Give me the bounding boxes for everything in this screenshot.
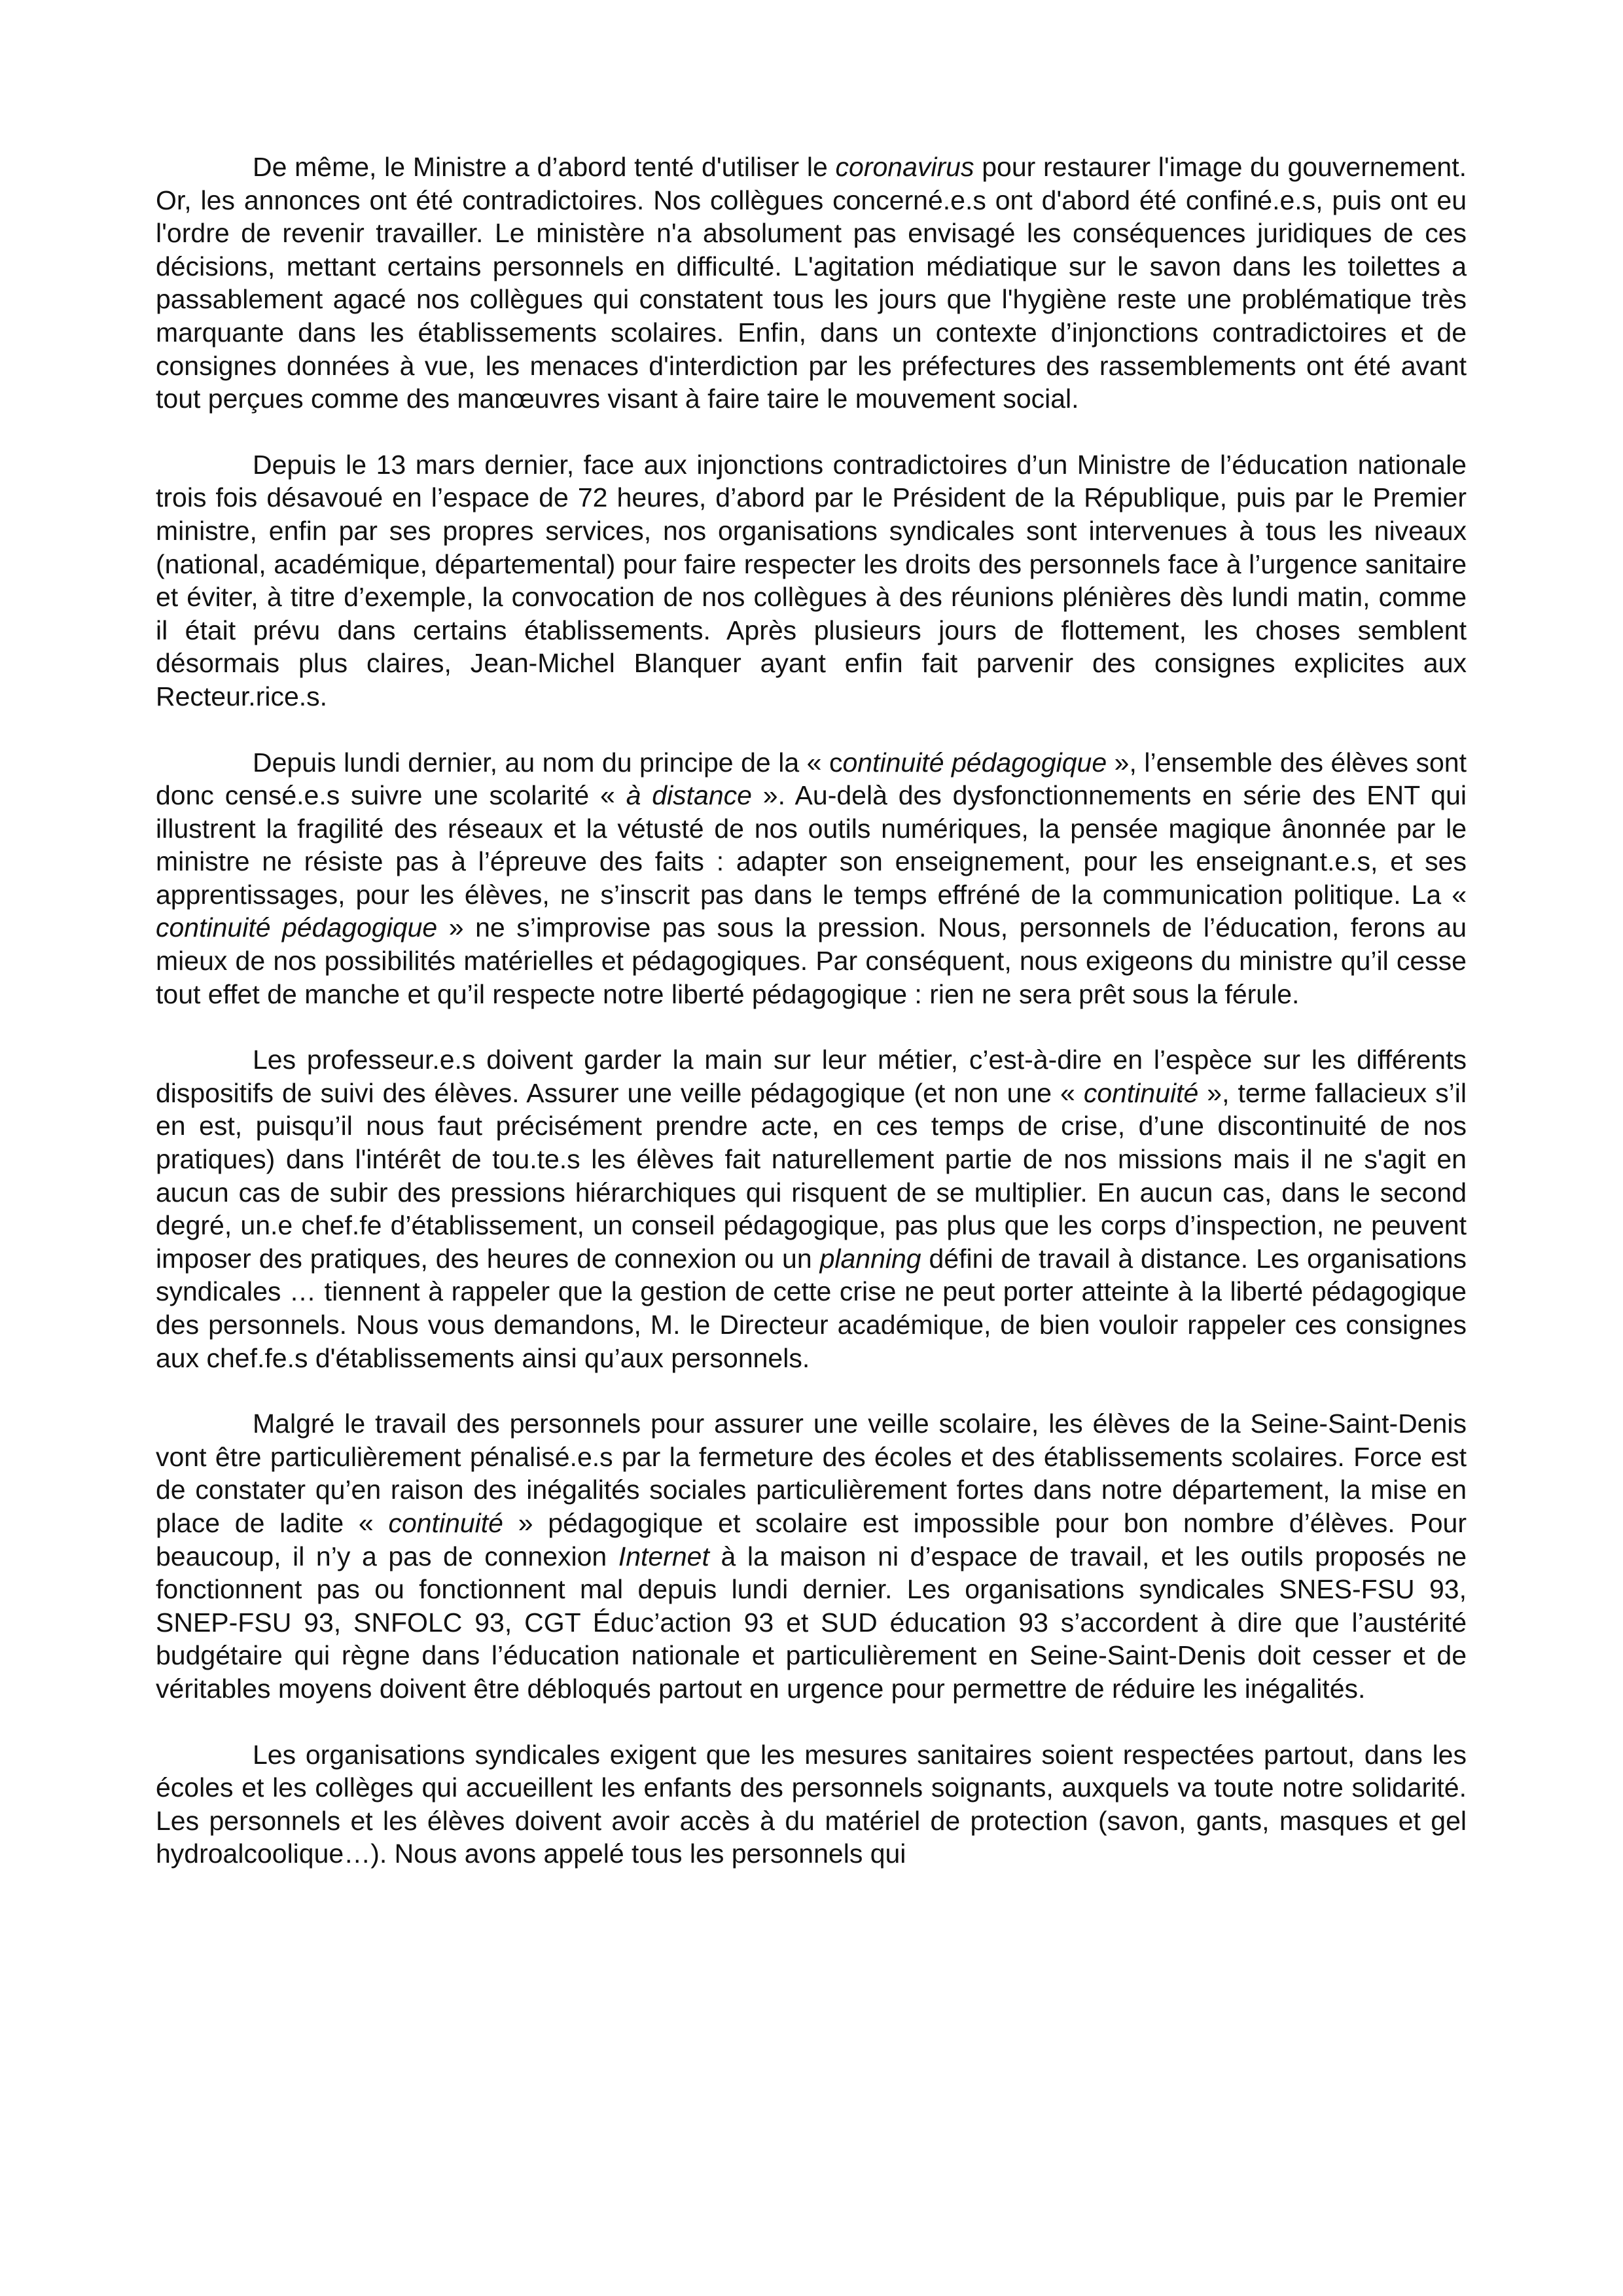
text-run: ». Au-delà des dysfonctionnements en série des ENT qui illustrent la fragilité des réseaux et la vétusté de nos outils numériques, la pensée magique ânonnée par le ministre ne résiste pas à l’épreuve des faits : adapter son enseignement, pour les enseignant.e.s, et ses apprentissages, pour les élèves, ne s’inscrit pas dans le temps effréné de la communication politique. La « (156, 780, 1467, 910)
text-run: Malgré le travail des personnels pour assurer une veille scolaire, les élèves de la Seine-Saint-Denis vont être particulièrement pénalisé.e.s par la fermeture des écoles et des établissements scolaires. Force est de constater qu’en raison des inégalités sociales particulièrement fortes dans notre département, la mise en place de ladite « (156, 1408, 1467, 1538)
paragraph (156, 448, 1467, 713)
italic-text: Internet (618, 1541, 709, 1571)
italic-text: continuité (388, 1507, 503, 1538)
text-run: », l’ensemble des élèves sont donc censé.e.s suivre une scolarité « (156, 747, 1467, 811)
text-run: Depuis lundi dernier, au nom du principe de la « c (253, 747, 843, 778)
italic-text: continuité pédagogique (156, 912, 438, 943)
text-run: Depuis le 13 mars dernier, face aux injonctions contradictoires d’un Ministre de l’éducation nationale trois fois désavoué en l’espace de 72 heures, d’abord par le Président de la République, puis par le Premier ministre, enfin par ses propres services, nos organisations syndicales sont intervenues à tous les niveaux (national, académique, départemental) pour faire respecter les droits des personnels face à l’urgence sanitaire et éviter, à titre d’exemple, la convocation de nos collègues à des réunions plénières dès lundi matin, comme il était prévu dans certains établissements. Après plusieurs jours de flottement, les choses semblent désormais plus claires, Jean-Michel Blanquer ayant enfin fait parvenir des consignes explicites aux Recteur.rice.s. (156, 449, 1467, 711)
italic-text: coronavirus (835, 152, 974, 182)
document-page (156, 151, 1467, 1871)
italic-text: continuité (1083, 1077, 1199, 1108)
paragraph (156, 1407, 1467, 1705)
italic-text: planning (819, 1243, 921, 1274)
text-run: défini de travail à distance. Les organisations syndicales … tiennent à rappeler que la gestion de cette crise ne peut porter atteinte à la liberté pédagogique des personnels. Nous vous demandons, M. le Directeur académique, de bien vouloir rappeler ces consignes aux chef.fe.s d'établissements ainsi qu’aux personnels. (156, 1243, 1467, 1373)
text-run: à la maison ni d’espace de travail, et les outils proposés ne fonctionnent pas ou fonctionnent mal depuis lundi dernier. Les organisations syndicales SNES-FSU 93, SNEP-FSU 93, SNFOLC 93, CGT Éduc’action 93 et SUD éducation 93 s’accordent à dire que l’austérité budgétaire qui règne dans l’éducation nationale et particulièrement en Seine-Saint-Denis doit cesser et de véritables moyens doivent être débloqués partout en urgence pour permettre de réduire les inégalités. (156, 1541, 1467, 1704)
italic-text: à distance (626, 780, 752, 811)
paragraph (156, 1738, 1467, 1871)
text-run: pour restaurer l'image du gouvernement. Or, les annonces ont été contradictoires. Nos collègues concerné.e.s ont d'abord été confiné.e.s, puis ont eu l'ordre de revenir travailler. Le ministère n'a absolument pas envisagé les conséquences juridiques de ces décisions, mettant certains personnels en difficulté. L'agitation médiatique sur le savon dans les toilettes a passablement agacé nos collègues qui constatent tous les jours que l'hygiène reste une problématique très marquante dans les établissements scolaires. Enfin, dans un contexte d’injonctions contradictoires et de consignes données à vue, les menaces d'interdiction par les préfectures des rassemblements ont été avant tout perçues comme des manœuvres visant à faire taire le mouvement social. (156, 152, 1467, 414)
text-run: Les organisations syndicales exigent que les mesures sanitaires soient respectées partout, dans les écoles et les collèges qui accueillent les enfants des personnels soignants, auxquels va toute notre solidarité. Les personnels et les élèves doivent avoir accès à du matériel de protection (savon, gants, masques et gel hydroalcoolique…). Nous avons appelé tous les personnels qui (156, 1739, 1467, 1869)
paragraph (156, 746, 1467, 1011)
text-run: » pédagogique et scolaire est impossible pour bon nombre d’élèves. Pour beaucoup, il n’y a pas de connexion (156, 1507, 1467, 1571)
italic-text: ontinuité pédagogique (842, 747, 1107, 778)
paragraph (156, 151, 1467, 416)
text-run: Les professeur.e.s doivent garder la main sur leur métier, c’est-à-dire en l’espèce sur les différents dispositifs de suivi des élèves. Assurer une veille pédagogique (et non une « (156, 1045, 1467, 1108)
paragraph (156, 1043, 1467, 1374)
text-run: De même, le Ministre a d’abord tenté d'utiliser le (253, 152, 836, 182)
text-run: », terme fallacieux s’il en est, puisqu’il nous faut précisément prendre acte, en ces temps de crise, d’une discontinuité de nos pratiques) dans l'intérêt de tou.te.s les élèves fait naturellement partie de nos missions mais il ne s'agit en aucun cas de subir des pressions hiérarchiques qui risquent de se multiplier. En aucun cas, dans le second degré, un.e chef.fe d’établissement, un conseil pédagogique, pas plus que les corps d’inspection, ne peuvent imposer des pratiques, des heures de connexion ou un (156, 1077, 1467, 1274)
text-run: » ne s’improvise pas sous la pression. Nous, personnels de l’éducation, ferons au mieux de nos possibilités matérielles et pédagogiques. Par conséquent, nous exigeons du ministre qu’il cesse tout effet de manche et qu’il respecte notre liberté pédagogique : rien ne sera prêt sous la férule. (156, 912, 1467, 1009)
